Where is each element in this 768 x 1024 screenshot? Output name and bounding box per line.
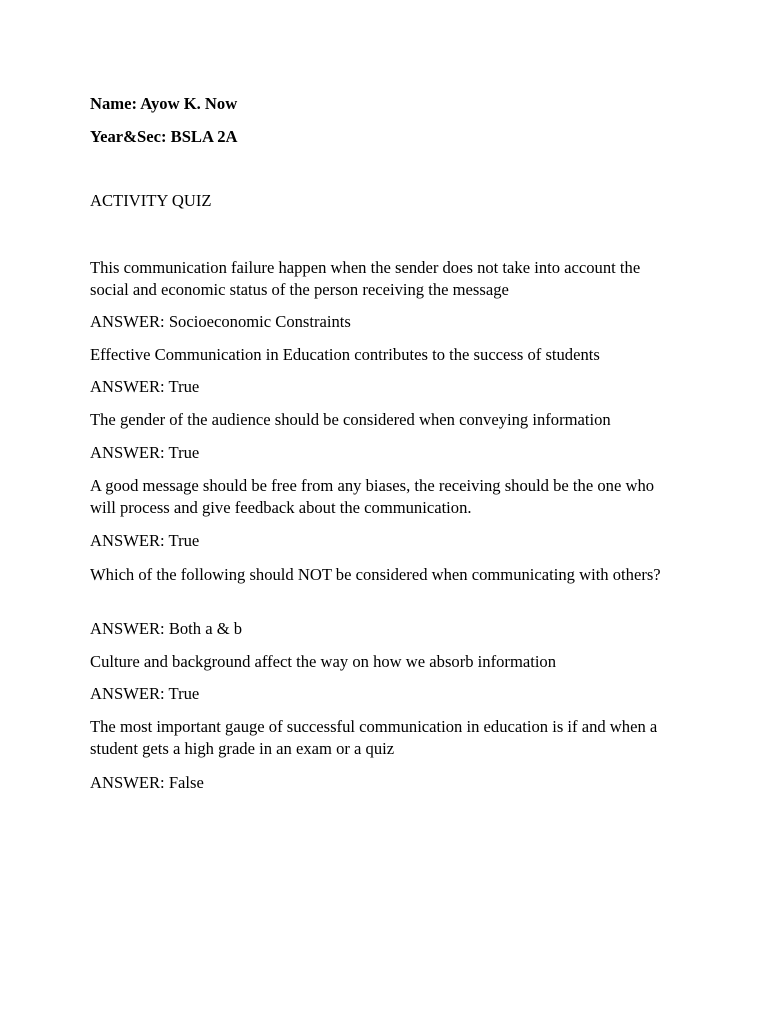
question-2: Effective Communication in Education contributes to the success of students <box>90 345 600 364</box>
question-3: The gender of the audience should be considered when conveying information <box>90 410 611 429</box>
answer-1: ANSWER: Socioeconomic Constraints <box>90 312 351 331</box>
answer-7: ANSWER: False <box>90 773 204 792</box>
quiz-title: ACTIVITY QUIZ <box>90 191 212 210</box>
question-4: A good message should be free from any biases, the receiving should be the one who will process and give feedback about the communication. <box>90 476 655 517</box>
answer-6: ANSWER: True <box>90 684 200 703</box>
question-7: The most important gauge of successful communication in education is if and when a student gets a high grade in an exam or a quiz <box>90 717 658 758</box>
answer-2: ANSWER: True <box>90 377 200 396</box>
answer-3: ANSWER: True <box>90 443 200 462</box>
question-1: This communication failure happen when the sender does not take into account the social and economic status of the person receiving the message <box>90 258 641 299</box>
student-name: Name: Ayow K. Now <box>90 94 238 113</box>
question-5: Which of the following should NOT be considered when communicating with others? <box>90 565 661 584</box>
question-6: Culture and background affect the way on how we absorb information <box>90 652 557 671</box>
answer-4: ANSWER: True <box>90 531 200 550</box>
answer-5: ANSWER: Both a & b <box>90 619 243 638</box>
year-section: Year&Sec: BSLA 2A <box>90 127 238 146</box>
